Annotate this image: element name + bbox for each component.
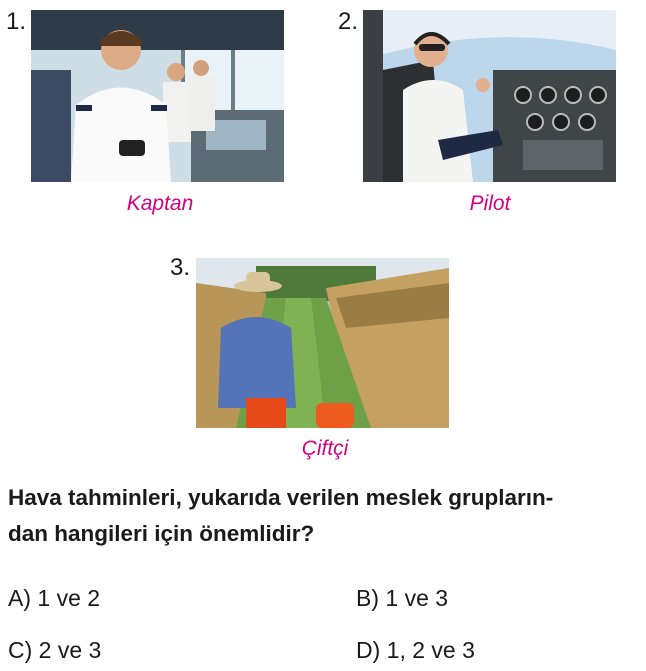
question-text [8, 480, 638, 552]
item-3-number: 3. [170, 254, 191, 281]
option-b[interactable]: B) 1 ve 3 [356, 585, 449, 611]
item-2-number: 2. [338, 8, 359, 35]
airplane-pilot-photo [363, 10, 616, 182]
question-line-1: Hava tahminleri, yukarıda verilen meslek grupların- [8, 485, 554, 510]
item-3-caption: Çiftçi [301, 437, 349, 460]
option-d[interactable]: D) 1, 2 ve 3 [356, 637, 475, 663]
farmer-photo [196, 258, 449, 428]
question-line-2: dan hangileri için önemlidir? [8, 521, 315, 546]
item-1-caption: Kaptan [126, 192, 194, 215]
ship-captain-photo [31, 10, 284, 182]
item-1-number: 1. [6, 8, 27, 35]
item-2-caption: Pilot [469, 192, 511, 215]
option-a[interactable]: A) 1 ve 2 [8, 585, 101, 611]
option-c[interactable]: C) 2 ve 3 [8, 637, 102, 663]
